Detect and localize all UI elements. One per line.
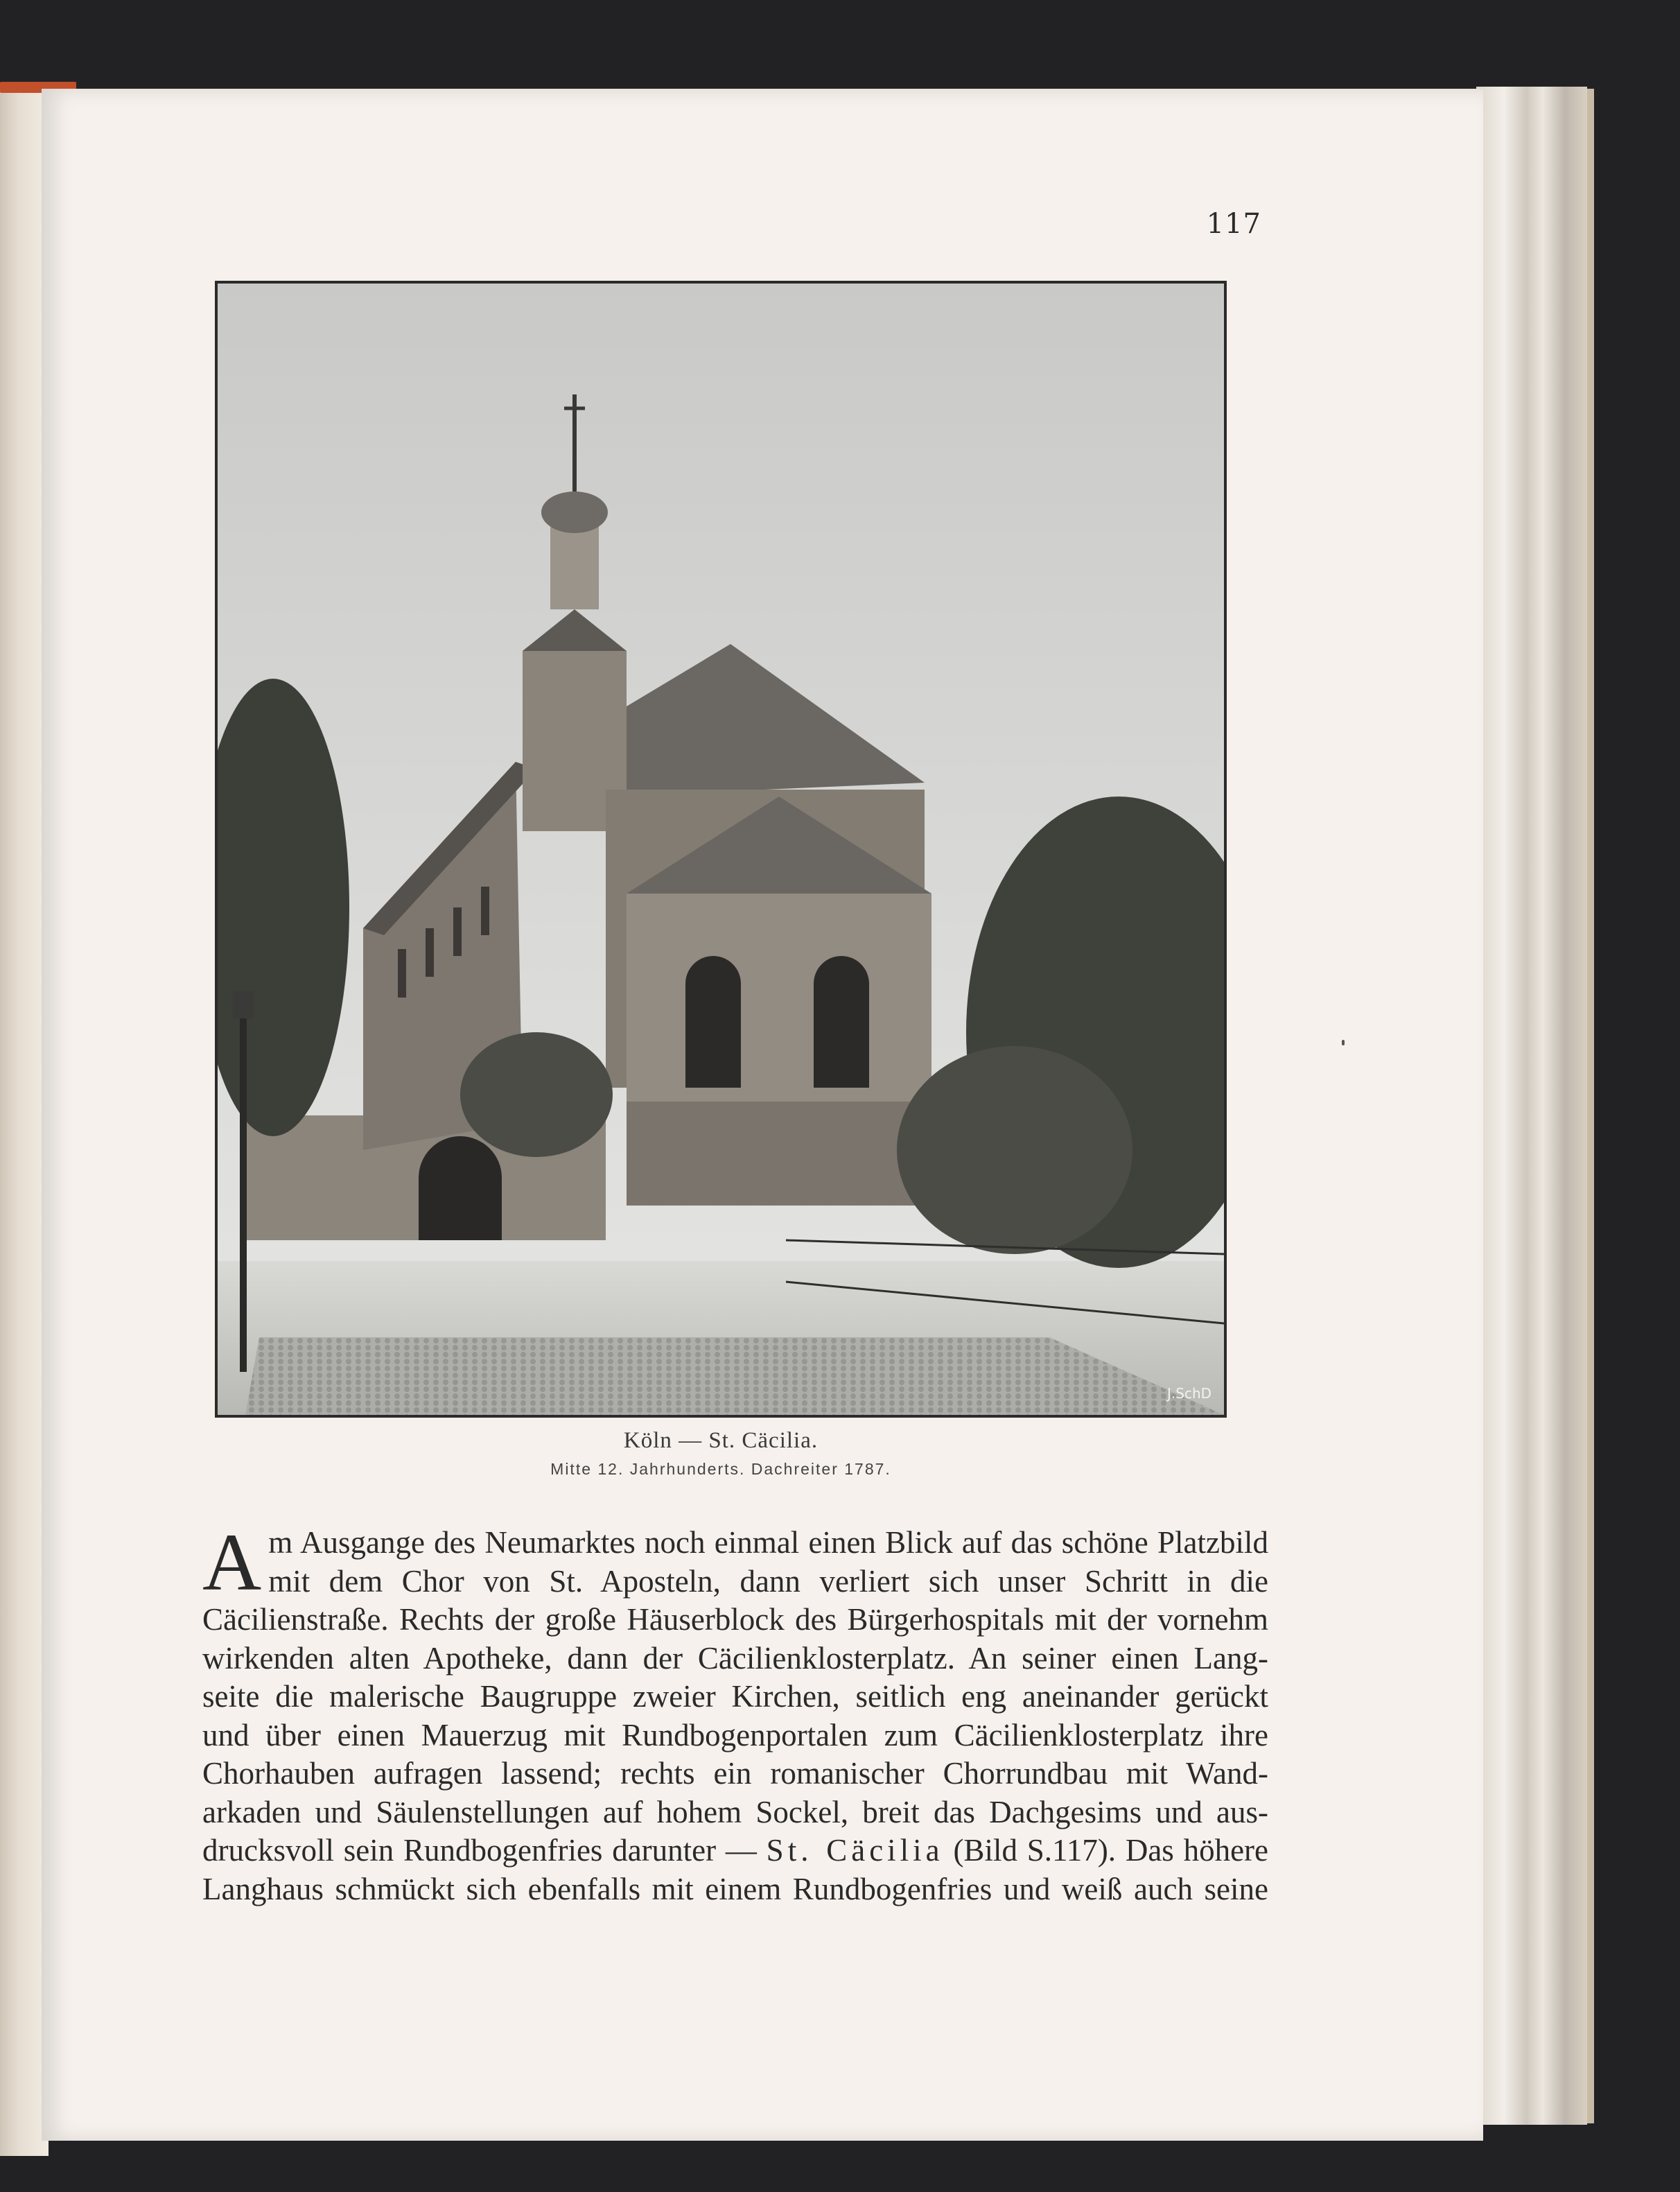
photo-signature: J.SchD bbox=[1167, 1385, 1212, 1402]
figure-caption-title: Köln — St. Cäcilia. bbox=[623, 1428, 819, 1453]
text-line-9-end: (Bild S.117). Das höhere bbox=[953, 1833, 1268, 1868]
church-photograph bbox=[215, 281, 1227, 1418]
figure-caption-subtitle: Mitte 12. Jahrhunderts. Dachreiter 1787. bbox=[550, 1460, 891, 1478]
text-line-1: m Ausgange des Neumarktes noch einmal einen Blick auf das schöne Platzbild bbox=[268, 1525, 1268, 1560]
page-stack-edge bbox=[1476, 87, 1587, 2125]
text-line-4: wirkenden alten Apotheke, dann der Cäcilienklosterplatz. An seiner einen Lang- bbox=[202, 1640, 1268, 1676]
text-line-9-start: drucksvoll sein Rundbogenfries darunter — bbox=[202, 1833, 757, 1868]
text-line-8: arkaden und Säulenstellungen auf hohem Sockel, breit das Dachgesims und aus- bbox=[202, 1794, 1268, 1829]
text-line-9 bbox=[202, 1832, 1268, 1870]
text-line-3: Cäcilienstraße. Rechts der große Häuserblock des Bürgerhospitals mit der vornehm bbox=[202, 1602, 1268, 1637]
text-line-2: mit dem Chor von St. Aposteln, dann verliert sich unser Schritt in die bbox=[268, 1563, 1268, 1599]
text-line-7: Chorhauben aufragen lassend; rechts ein romanischer Chorrundbau mit Wand- bbox=[202, 1756, 1268, 1791]
stray-mark bbox=[1342, 1040, 1345, 1045]
text-line-6: und über einen Mauerzug mit Rundbogenportalen zum Cäcilienklosterplatz ihre bbox=[202, 1717, 1268, 1752]
page-number: 117 bbox=[1206, 208, 1261, 240]
spaced-church-name: St. Cäcilia bbox=[766, 1833, 944, 1868]
text-line-5: seite die malerische Baugruppe zweier Kirchen, seitlich eng aneinander gerückt bbox=[202, 1679, 1268, 1714]
drop-cap-initial: A bbox=[202, 1517, 262, 1608]
body-paragraph bbox=[202, 1517, 1268, 1908]
church-illustration bbox=[218, 284, 1224, 1415]
text-line-10: Langhaus schmückt sich ebenfalls mit einem Rundbogenfries und weiß auch seine bbox=[202, 1871, 1268, 1906]
